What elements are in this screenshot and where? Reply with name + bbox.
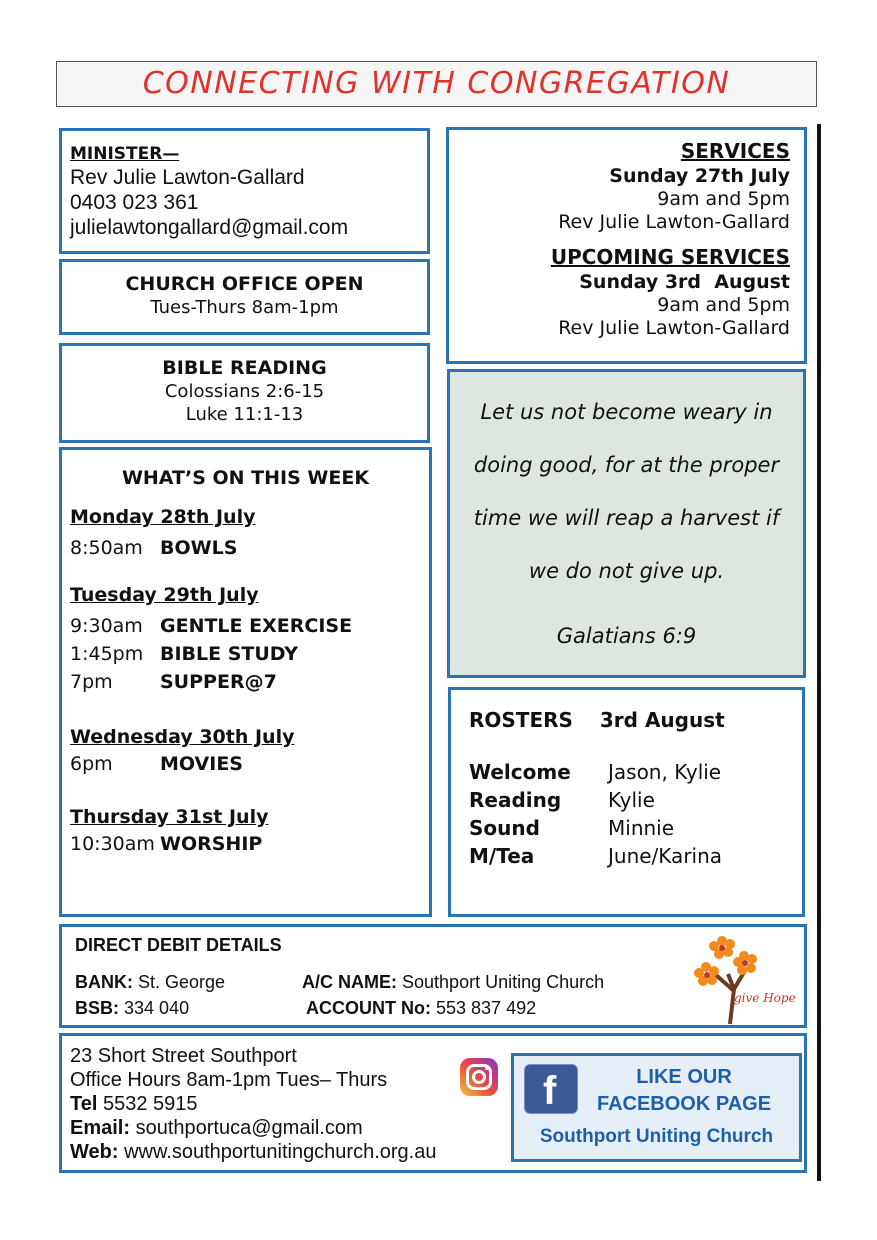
bsb-label: BSB: bbox=[75, 998, 119, 1018]
event-row bbox=[70, 612, 421, 640]
event-time: 8:50am bbox=[70, 537, 143, 559]
contact-box bbox=[59, 1033, 807, 1173]
give-hope-text: give Hope bbox=[734, 991, 796, 1005]
page-title-box bbox=[56, 61, 817, 107]
email-label: Email: bbox=[70, 1117, 131, 1139]
acname-value: Southport Uniting Church bbox=[402, 972, 605, 992]
event-row bbox=[70, 830, 421, 858]
tel-value[interactable]: 5532 5915 bbox=[102, 1093, 198, 1115]
roster-row bbox=[469, 842, 784, 870]
verse-line: time we will reap a harvest if bbox=[473, 506, 780, 530]
upcoming-times: 9am and 5pm bbox=[657, 294, 790, 316]
facebook-icon: f bbox=[524, 1064, 578, 1114]
upcoming-date: Sunday 3rd August bbox=[579, 271, 790, 293]
event-row bbox=[70, 668, 421, 696]
tel-label: Tel bbox=[70, 1093, 98, 1115]
event-name: WORSHIP bbox=[160, 833, 263, 855]
facebook-cta bbox=[584, 1064, 784, 1118]
vertical-rule bbox=[817, 124, 821, 1181]
email-value[interactable]: southportuca@gmail.com bbox=[135, 1117, 363, 1139]
direct-debit-box bbox=[59, 924, 807, 1028]
upcoming-heading: UPCOMING SERVICES bbox=[550, 245, 790, 269]
bsb-value: 334 040 bbox=[124, 998, 190, 1018]
event-name: GENTLE EXERCISE bbox=[160, 615, 353, 637]
upcoming-minister: Rev Julie Lawton-Gallard bbox=[558, 317, 790, 339]
service-minister: Rev Julie Lawton-Gallard bbox=[558, 211, 790, 233]
acno-label: ACCOUNT No: bbox=[306, 998, 431, 1018]
acname-label: A/C NAME: bbox=[302, 972, 397, 992]
roster-row bbox=[469, 786, 784, 814]
event-row bbox=[70, 750, 421, 778]
day-tuesday: Tuesday 29th July bbox=[70, 584, 259, 606]
event-name: BOWLS bbox=[160, 537, 238, 559]
minister-heading: MINISTER— bbox=[70, 144, 180, 164]
day-monday: Monday 28th July bbox=[70, 506, 256, 528]
roster-names: Jason, Kylie bbox=[608, 760, 722, 784]
service-times: 9am and 5pm bbox=[657, 188, 790, 210]
roster-names: Minnie bbox=[608, 816, 675, 840]
services-box bbox=[446, 127, 807, 364]
roster-names: Kylie bbox=[608, 788, 655, 812]
service-date: Sunday 27th July bbox=[609, 165, 790, 187]
rosters-date: 3rd August bbox=[599, 708, 725, 732]
bank-value: St. George bbox=[138, 972, 226, 992]
acname-field bbox=[302, 969, 604, 995]
verse-box bbox=[447, 369, 806, 678]
facebook-line-1: LIKE OUR bbox=[636, 1066, 732, 1088]
instagram-icon[interactable] bbox=[460, 1058, 498, 1096]
office-box bbox=[59, 259, 430, 335]
bank-field bbox=[75, 969, 302, 995]
debit-row-1 bbox=[75, 969, 791, 995]
roster-row bbox=[469, 814, 784, 842]
facebook-panel[interactable] bbox=[511, 1053, 802, 1162]
minister-phone: 0403 023 361 bbox=[70, 191, 199, 214]
address: 23 Short Street Southport bbox=[70, 1045, 297, 1067]
roster-role: Sound bbox=[469, 816, 540, 840]
reading-1: Colossians 2:6-15 bbox=[164, 381, 325, 402]
event-row bbox=[70, 640, 421, 668]
office-hours: Tues-Thurs 8am-1pm bbox=[150, 297, 339, 318]
bank-label: BANK: bbox=[75, 972, 133, 992]
facebook-line-2: FACEBOOK PAGE bbox=[596, 1093, 772, 1115]
minister-email[interactable]: julielawtongallard@gmail.com bbox=[70, 216, 349, 239]
event-time: 7pm bbox=[70, 671, 113, 693]
roster-role: M/Tea bbox=[469, 844, 535, 868]
rosters-box bbox=[448, 687, 805, 917]
bible-heading: BIBLE READING bbox=[162, 357, 327, 379]
minister-name: Rev Julie Lawton-Gallard bbox=[70, 166, 305, 189]
event-time: 1:45pm bbox=[70, 643, 144, 665]
rosters-heading: ROSTERS bbox=[469, 708, 573, 732]
event-time: 10:30am bbox=[70, 833, 155, 855]
roster-row bbox=[469, 758, 784, 786]
verse-line: Let us not become weary in bbox=[480, 400, 773, 424]
debit-heading: DIRECT DEBIT DETAILS bbox=[75, 935, 282, 955]
web-link[interactable]: www.southportunitingchurch.org.au bbox=[124, 1141, 437, 1163]
give-hope-logo bbox=[688, 929, 794, 1025]
tree-flowers-icon bbox=[688, 929, 794, 1025]
event-name: MOVIES bbox=[160, 753, 243, 775]
event-name: BIBLE STUDY bbox=[160, 643, 298, 665]
event-time: 9:30am bbox=[70, 615, 143, 637]
acno-value: 553 837 492 bbox=[436, 998, 537, 1018]
whats-on-box bbox=[59, 447, 432, 917]
roster-names: June/Karina bbox=[608, 844, 723, 868]
web-label: Web: bbox=[70, 1141, 119, 1163]
verse-line: we do not give up. bbox=[528, 559, 725, 583]
debit-row-2 bbox=[75, 995, 791, 1021]
verse-reference: Galatians 6:9 bbox=[556, 624, 697, 648]
event-time: 6pm bbox=[70, 753, 113, 775]
office-heading: CHURCH OFFICE OPEN bbox=[125, 273, 364, 295]
bible-reading-box bbox=[59, 343, 430, 443]
acno-field bbox=[306, 995, 536, 1021]
minister-box bbox=[59, 128, 430, 254]
roster-role: Reading bbox=[469, 788, 562, 812]
event-name: SUPPER@7 bbox=[160, 671, 277, 693]
office-hours-line: Office Hours 8am-1pm Tues– Thurs bbox=[70, 1069, 388, 1091]
event-row bbox=[70, 534, 421, 562]
services-heading: SERVICES bbox=[680, 139, 790, 163]
reading-2: Luke 11:1-13 bbox=[185, 404, 304, 425]
page-title: CONNECTING WITH CONGREGATION bbox=[142, 66, 731, 101]
facebook-page-name: Southport Uniting Church bbox=[539, 1126, 774, 1147]
roster-role: Welcome bbox=[469, 760, 571, 784]
bsb-field bbox=[75, 995, 306, 1021]
whats-on-heading: WHAT’S ON THIS WEEK bbox=[121, 467, 370, 489]
day-wednesday: Wednesday 30th July bbox=[70, 726, 295, 748]
rosters-heading-row bbox=[469, 706, 784, 734]
verse-line: doing good, for at the proper bbox=[473, 453, 780, 477]
day-thursday: Thursday 31st July bbox=[70, 806, 269, 828]
